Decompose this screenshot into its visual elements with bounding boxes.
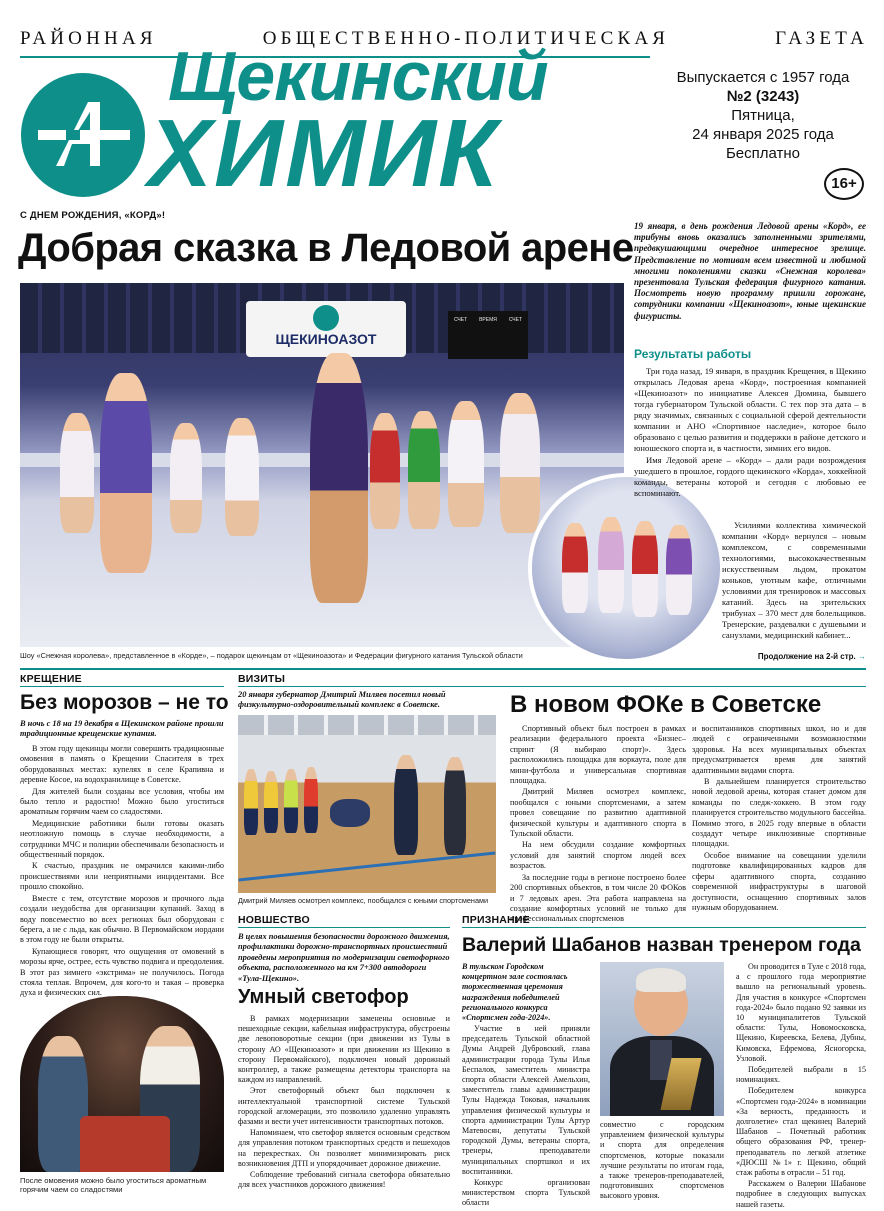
- visits-body-b: и воспитанников спортивных школ, но и для людей с ограниченными возможностями здоровья. На всех муниципальных объектах предусматривается время для занятий адаптивными видами спорта. В дальнейшем планируется строительство новой ледовой арены, которая станет домом для команды по следж-хоккею. В этом году планируется строительство модульного бассейна. Помимо этого, в 2025 году впервые в области создадут четыре инклюзивные спортивные площадки. Особое внимание на совещании уделили подготовке квалифицированных кадров для сферы адаптивного спорта, созданию современной инфраструктуры в шаговой доступности, оснащению спортивных залов нужным оборудованием.: [692, 724, 866, 912]
- issue-number: №2 (3243): [726, 88, 800, 105]
- coach-portrait-photo: [600, 962, 724, 1116]
- masthead: [0, 0, 884, 205]
- issue-date: 24 января 2025 года: [692, 126, 834, 143]
- price: Бесплатно: [725, 145, 801, 162]
- arrow-right-icon: →: [858, 652, 866, 661]
- col1-rubric: КРЕЩЕНИЕ: [20, 673, 82, 685]
- visits-headline: В новом ФОКе в Советске: [510, 691, 822, 718]
- award-body-a: Участие в ней приняли председатель Тульской областной Думы Андрей Дубровский, глава администрации города Тулы Илья Беспалов, заместитель министра спорта области Алексей Амельхин, заместитель главы администрации Тулы Надежда Токовая, начальник управления физической культуры и спорта администрации Тулы Артур Матевосян, депутаты Тульской городской Думы, ветераны спорта, тренеры, преподаватели муниципальных спортшкол и их воспитанники. Конкурс организован министерством спорта Тульской области: [462, 1024, 590, 1208]
- ice-show-photo: [20, 283, 624, 647]
- col1-body: В этом году щекинцы могли совершить традиционные омовения в память о Крещении Спасителя в трех оборудованных местах: купелях в селе Крапивна и деревне Косое, на водохранилище в Советске. Для жителей были созданы все условия, чтобы им было тепло и радостно! Можно было угоститься ароматным горячим чаем со сладостями. Медицинские работники были готовы оказать неотложную помощь в случае необходимости, а сотрудники МЧС и полиции обеспечивали безопасность и общественный порядок. К счастью, праздник не омрачился какими-либо происшествиями или неприятными инцидентами. Все прошло спокойно. Вместе с тем, отсутствие морозов и прочного льда создали неудобства для организации купаний. Заход в воду повсеместно во всех регионах был оборудован с берега, а не с льда, как обычно. В Первомайском иордани в этом году не были открыты. Купающиеся говорят, что ощущения от омовений в морозы ярче, острее, есть чувство подвига и преодоления. В этот раз зимнего «экстрима» не получилось. Погода стояла теплая. Впрочем, для кого-то и такая – проверка духа и физических сил.: [20, 744, 224, 998]
- col1-lead: В ночь с 18 на 19 декабря в Щекинском районе прошли традиционные крещенские купания.: [20, 719, 224, 739]
- award-body-b: Он проводится в Туле с 2018 года, а с прошлого года мероприятие вышло на региональный уровень. Для участия в конкурсе «Спортсмен года-2024» было подано 92 заявки из 10 муниципалитетов Тульской области: Тулы, Новомосковска, Щекино, Киреевска, Белева, Дубны, Кимовска, Ефремова, Ясногорска, Узловой. Победителей выбрали в 15 номинациях. Победителем конкурса «Спортсмен года-2024» в номинации «За верность, преданность и долголетие» стал щекинец Валерий Шабанов – Почетный работник общего образования РФ, тренер-преподаватель по легкой атлетике «ДЮСШ №1» г. Щекино, общий стаж работы в отрасли – 51 год. Расскажем о Валерии Шабанове подробнее в следующих выпусках нашей газеты.: [736, 962, 866, 1209]
- baptism-photo: [20, 996, 224, 1172]
- lead-headline: Добрая сказка в Ледовой арене: [18, 226, 634, 270]
- visits-lead: 20 января губернатор Дмитрий Миляев посетил новый физкультурно-оздоровительный комплекс в Советске.: [238, 690, 446, 710]
- title-line2: ХИМИК: [148, 100, 500, 207]
- shchekinoazot-logo-icon: [20, 72, 146, 198]
- lead-photo-caption: Шоу «Снежная королева», представленное в «Корде», – подарок щекинцам от «Щекиноазота» и Федерации фигурного катания Тульской области: [20, 651, 523, 660]
- arena-sign: ЩЕКИНОАЗОТ: [246, 301, 406, 357]
- award-lead: В тульском Городском концертном зале состоялась торжественная церемония награждения победителей регионального конкурса «Спортсмен года-2024».: [462, 962, 568, 1023]
- news-headline: Умный светофор: [238, 986, 409, 1008]
- title-line1: Щекинский: [168, 37, 548, 115]
- continued-link[interactable]: Продолжение на 2-й стр. →: [757, 652, 866, 661]
- inset-photo: [528, 473, 724, 663]
- weekday: Пятница,: [731, 107, 795, 124]
- visits-body-a: Спортивный объект был построен в рамках реализации федерального проекта «Бизнес–спринт (Я выбираю спорт)». Здесь расположились площадка для воркаута, поле для мини-футбола и универсальная спортивная площадка. Дмитрий Миляев осмотрел комплекс, пообщался с юными спортсменами, а затем провел совещание по развитию адаптивной физической культуры и адаптивного спорта в Тульской области. На нем обсудили создание комфортных условий для занятий спортом людей всех возрастов. За последние годы в регионе построено более 200 спортивных объектов, в том числе 20 ФОКов и 7 ледовых арен. Эта работа направлена на создание комфортных условий не только для профессиональных спортсменов: [510, 724, 686, 924]
- news-rubric: НОВШЕСТВО: [238, 914, 310, 926]
- news-lead: В целях повышения безопасности дорожного движения, профилактики дорожно-транспортных происшествий проведены мероприятия по модернизации светофорного объекта, расположенного на км 7+300 автодороги «Тула-Щекино».: [238, 932, 450, 983]
- lead-subhead: Результаты работы: [634, 347, 752, 361]
- visits-rubric: ВИЗИТЫ: [238, 673, 286, 685]
- award-body-under: совместно с городским управлением физической культуры и спорта для определения спортсменов, которые показали лучшие результаты по итогам года, а также тренеров-преподавателей, подготовивших спортсменов высокого уровня.: [600, 1120, 724, 1201]
- since-text: Выпускается с 1957 года: [676, 69, 850, 86]
- visits-photo-caption: Дмитрий Миляев осмотрел комплекс, пообщался с юными спортсменами: [238, 896, 489, 905]
- issue-info: [660, 68, 866, 163]
- lead-intro: 19 января, в день рождения Ледовой арены «Корд», ее трибуны вновь оказались заполненными зрителями, предвкушающими очередное интересное зрелище. Представление по мотивам всем известной и любимой многими поколениями сказки «Снежная королева» презентовала Тульская федерация фигурного катания. Посмотреть новую программу пришли горожане, сотрудники компании «Щекиноазот», юные щекинские фигуристы.: [634, 221, 866, 321]
- lead-rubric: С ДНЕМ РОЖДЕНИЯ, «КОРД»!: [20, 210, 166, 221]
- lead-body-cont: Усилиями коллектива химической компании «Корд» вернулся – новым комплексом, с современными технологиями, высококачественным искусственным льдом, прокатом коньков, уютным кафе, отличными условиями для тренировок и массовых катаний. Здесь на зрительских трибунах – 370 мест для болельщиков. Тренерские, раздевалки с душевыми и санузлами, медицинский кабинет...: [722, 520, 866, 640]
- col1-photo-caption: После омовения можно было угоститься ароматным горячим чаем со сладостями: [20, 1176, 207, 1194]
- masthead-tagline: РАЙОННАЯ ОБЩЕСТВЕННО-ПОЛИТИЧЕСКАЯ ГАЗЕТА: [20, 28, 868, 49]
- news-body: В рамках модернизации заменены основные и пешеходные секции, кабельная инфраструктура, обустроены две левоповоротные секции (при движении из Тулы в сторону АО «Щекиноазот» и при движении из Щекино в сторону Первомайского), подключен новый дорожный контроллер, а также размещены детекторы транспорта на каждом из направлений. Этот светофорный объект был подключен к интеллектуальной транспортной системе Тульской городской агломерации, это позволило удаленно управлять фазами и вести учет интенсивности транспортных потоков. Напоминаем, что светофор является основным средством для управления потоком транспортных средств и пешеходов на перекрестках. Он позволяет минимизировать риск возникновения ДТП и упорядочивает дорожное движение. Соблюдение требований сигнала светофора обязательно для всех участников дорожного движения!: [238, 1014, 450, 1190]
- lead-body: Три года назад, 19 января, в праздник Крещения, в Щекино открылась Ледовая арена «Корд», построенная компанией «Щекиноазот» по инициативе Алексея Дюмина, бывшего тогда губернатором Тульской области. С тех пор эта дата – в ряду значимых, связанных с социальной сферой деятельности компании и АНО «Спортивное наследие», которое было образовано с целью развития и поддержки в районе детского и юношеского спорта и, в частности, зимних его видов. Имя Ледовой арене – «Корд» – дали ради возрождения ушедшего в прошлое, гордого щекинского «Корда», хоккейной команды, ветераны которой и сегодня с любовью ее вспоминают.: [634, 366, 866, 498]
- scoreboard: СЧЕТ ВРЕМЯ СЧЕТ: [448, 311, 528, 359]
- award-rubric: ПРИЗНАНИЕ: [462, 914, 530, 926]
- sports-hall-photo: [238, 715, 496, 893]
- age-badge: 16+: [824, 168, 864, 200]
- col1-headline: Без морозов – не то: [20, 691, 229, 714]
- award-headline: Валерий Шабанов назван тренером года: [462, 934, 861, 956]
